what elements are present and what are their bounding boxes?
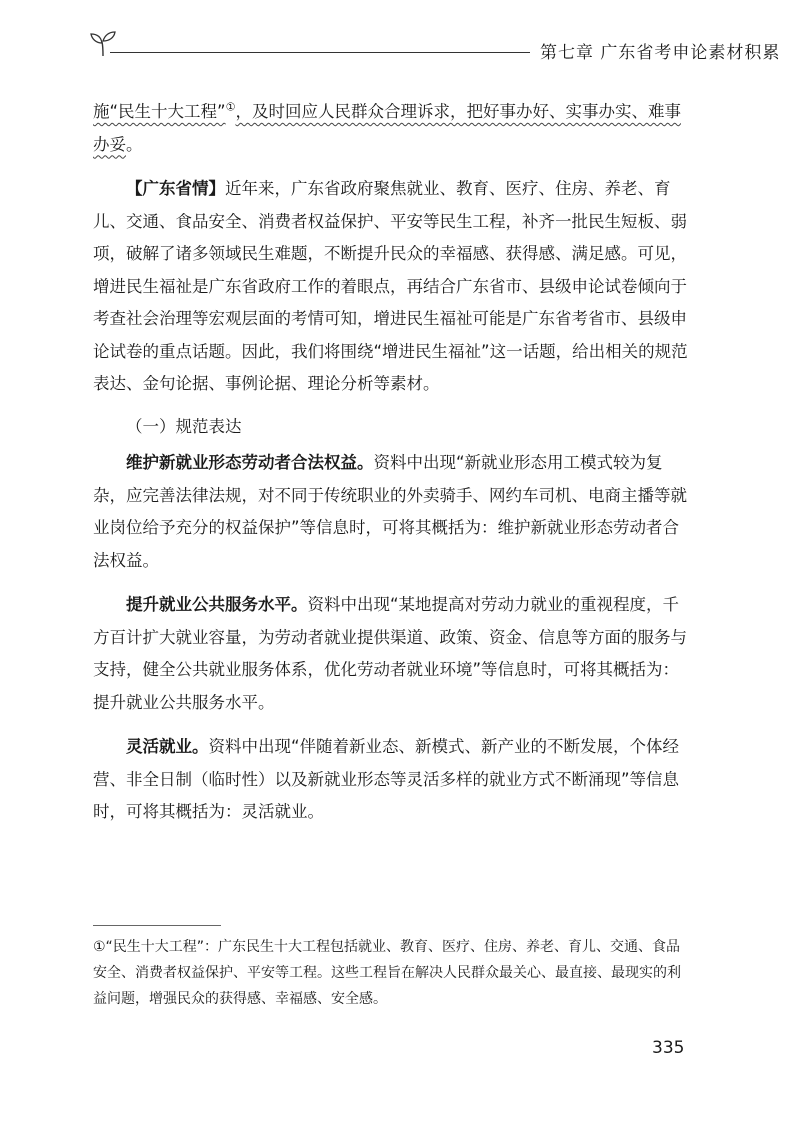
expression-body: 资料中出现“新就业形态用工模式较为复杂，应完善法律法规，对不同于传统职业的外卖骑手、网约车司机、电商主播等就业岗位给予充分的权益保护”等信息时，可将其概括为：维护新就业形态劳动者合法权益。 [93, 453, 687, 570]
section-heading: （一）规范表达 [126, 416, 242, 436]
intro-underlined-rest: ，及时回应人民群众合理诉求，把好事办好、实事办实、难事办妥 [93, 102, 681, 154]
expression-item [93, 731, 693, 829]
expression-term: 灵活就业。 [126, 737, 209, 756]
expression-body: 资料中出现“伴随着新业态、新模式、新产业的不断发展，个体经营、非全日制（临时性）以及新就业形态等灵活多样的就业方式不断涌现”等信息时，可将其概括为：灵活就业。 [93, 737, 680, 821]
chapter-title: 第七章 广东省考申论素材积累 [540, 43, 781, 63]
intro-underlined-text: 施“民生十大工程” [93, 102, 226, 121]
province-text: 近年来，广东省政府聚焦就业、教育、医疗、住房、养老、育儿、交通、食品安全、消费者权益保护、平安等民生工程，补齐一批民生短板、弱项，破解了诸多领域民生难题，不断提升民众的幸福感、获得感、满足感。可见，增进民生福祉是广东省政府工作的着眼点，再结合广东省市、县级申论试卷倾向于考查社会治理等宏观层面的考情可知，增进民生福祉可能是广东省考省市、县级申论试卷的重点话题。因此，我们将围绕“增进民生福祉”这一话题，给出相关的规范表达、金句论据、事例论据、理论分析等素材。 [93, 179, 688, 393]
expression-item [93, 447, 693, 577]
expression-item [93, 589, 693, 719]
footnote-rule [93, 925, 221, 926]
running-header [88, 28, 781, 68]
province-tag: 【广东省情】 [126, 179, 225, 198]
header-rule [110, 52, 530, 53]
expression-term: 提升就业公共服务水平。 [126, 595, 308, 614]
province-paragraph [93, 173, 693, 401]
page-number: 335 [652, 1038, 685, 1058]
expression-body: 资料中出现“某地提高对劳动力就业的重视程度，千方百计扩大就业容量，为劳动者就业提供渠道、政策、资金、信息等方面的服务与支持，健全公共就业服务体系，优化劳动者就业环境”等信息时，可将其概括为：提升就业公共服务水平。 [93, 595, 687, 712]
sprout-icon [88, 28, 118, 58]
page-body [93, 96, 693, 829]
intro-period: 。 [126, 134, 143, 154]
intro-paragraph [93, 96, 693, 161]
expression-term: 维护新就业形态劳动者合法权益。 [126, 453, 374, 472]
footnote: ①“民生十大工程”：广东民生十大工程包括就业、教育、医疗、住房、养老、育儿、交通、食品安全、消费者权益保护、平安等工程。这些工程旨在解决人民群众最关心、最直接、最现实的利益问题，增强民众的获得感、幸福感、安全感。 [93, 939, 681, 1007]
footnote-ref-mark[interactable]: ① [225, 100, 236, 114]
